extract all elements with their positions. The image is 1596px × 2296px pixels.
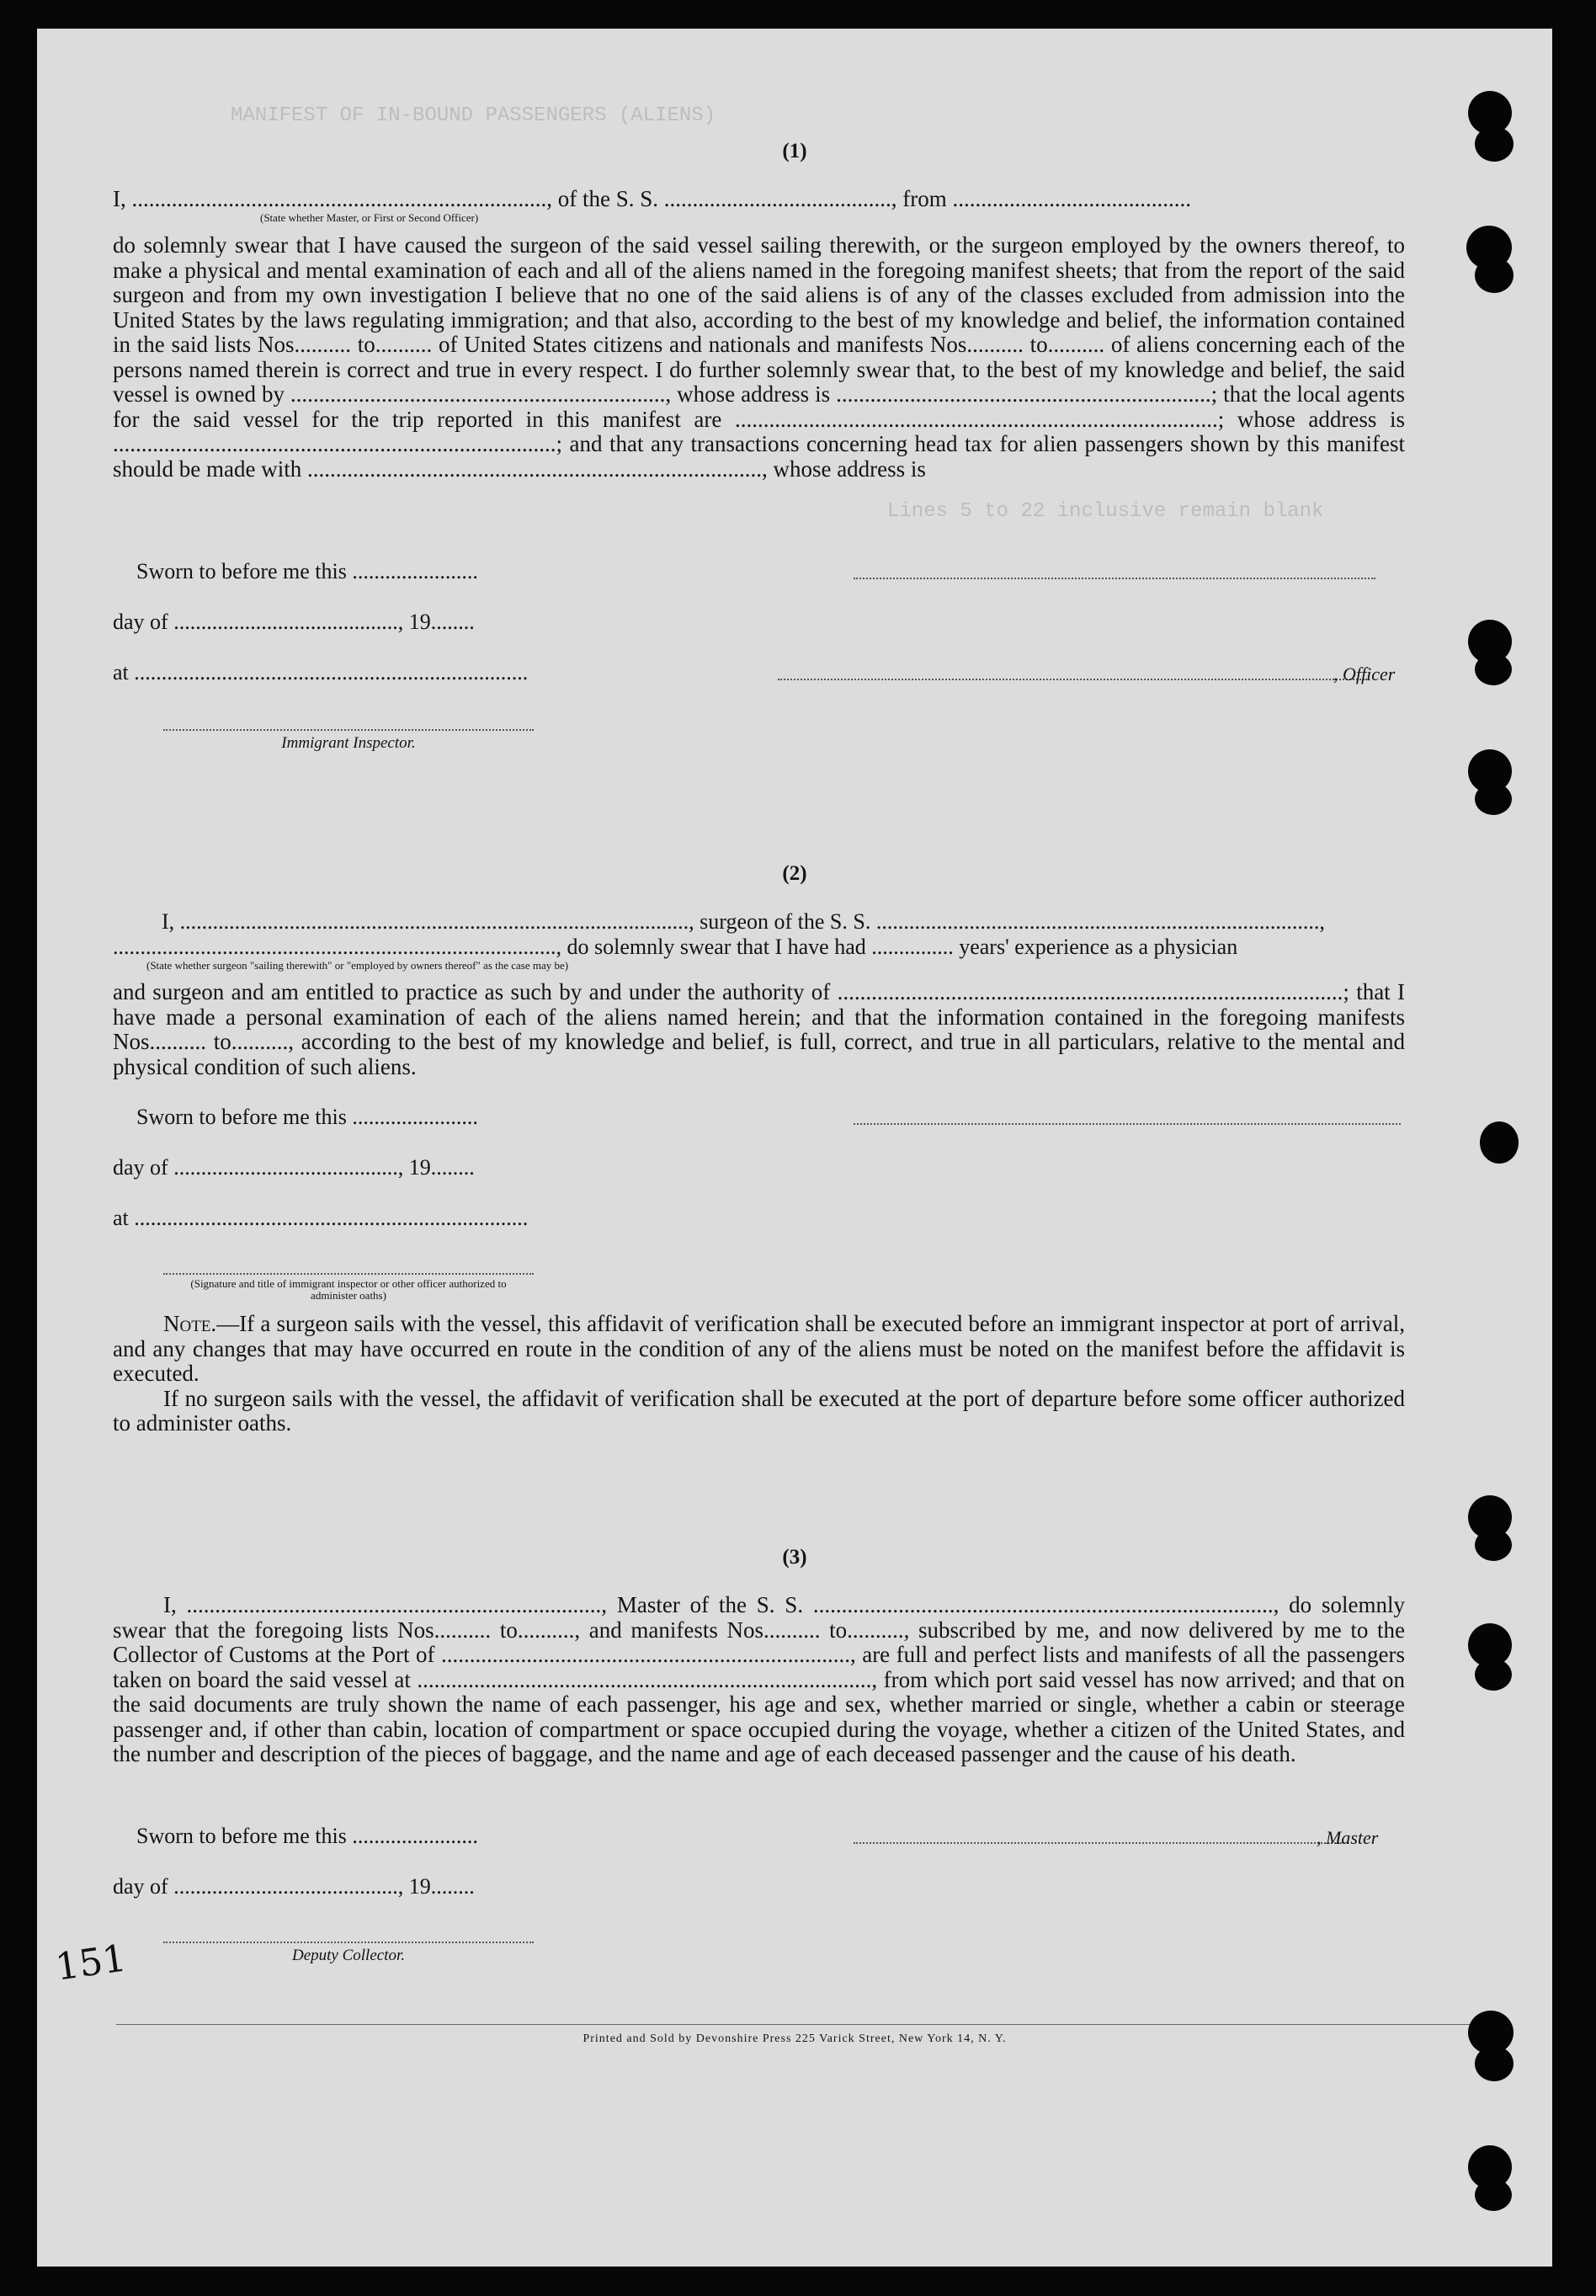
note-text-2: If no surgeon sails with the vessel, the affidavit of verification shall be executed at the port of departure before some officer authorized to administer oaths.	[113, 1385, 1405, 1436]
section-1-inspector-signature-line	[163, 729, 534, 731]
section-1-affidavit	[113, 187, 1405, 212]
section-3-number: (3)	[782, 1546, 807, 1569]
punch-hole	[1475, 1659, 1512, 1691]
section-3-day-line: day of ........................................., 19........	[113, 1874, 475, 1899]
punch-hole	[1475, 126, 1514, 162]
section-1-day-line: day of ........................................., 19........	[113, 610, 475, 634]
section-3-master-signature-line	[854, 1842, 1342, 1844]
section-2-day-line: day of ........................................., 19........	[113, 1155, 475, 1180]
section-2-line2: ................................................................................., do solemnly swear that I have had ............... years' experience as a physician	[113, 935, 1238, 959]
section-1-at-line: at ........................................................................	[113, 660, 529, 685]
section-2-surgeon-signature-line	[854, 1123, 1401, 1125]
section-1-inspector-label: Immigrant Inspector.	[281, 734, 416, 752]
note-label: Note.	[163, 1311, 217, 1336]
section-3-collector-signature-line	[163, 1942, 534, 1943]
section-2-at-line: at ........................................................................	[113, 1206, 529, 1230]
section-2-sworn-line: Sworn to before me this .......................	[136, 1105, 478, 1129]
section-1-body	[113, 233, 1405, 482]
printer-imprint: Printed and Sold by Devonshire Press 225 Varick Street, New York 14, N. Y.	[583, 2032, 1007, 2045]
section-1-officer-rank-line	[778, 679, 1367, 680]
section-1-sworn-line: Sworn to before me this .......................	[136, 559, 478, 583]
bleed-through-text: MANIFEST OF IN-BOUND PASSENGERS (ALIENS)	[231, 104, 716, 127]
section-1-body-text: do solemnly swear that I have caused the surgeon of the said vessel sailing therewith, or the surgeon employed by the owners thereof, to make a physical and mental examination of each and all of the aliens named in the foregoing manifest sheets; that from the report of the said surgeon and from my own investigation I believe that no one of the said aliens is of any of the classes excluded from admission into the United States by the laws regulating immigration; and that also, according to the best of my knowledge and belief, the information contained in the said lists Nos.......... to.......... of United States citizens and nationals and manifests Nos.......... to.......... of aliens concerning each of the persons named therein is correct and true in every respect. I do further solemnly swear that, to the best of my knowledge and belief, the said vessel is owned by .................................................................., whose address is ..................................................................; that the local agents for the said vessel for the trip reported in this manifest are .....................................................................................; whose address is ..............................................................................; and that any transactions concerning head tax for alien passengers shown by this manifest should be made with ................................................................................, whose address is	[113, 232, 1405, 482]
punch-hole	[1475, 653, 1512, 685]
punch-hole	[1475, 783, 1512, 815]
section-2-body	[113, 980, 1405, 1079]
section-1-number: (1)	[782, 140, 807, 162]
section-2-body-text: and surgeon and am entitled to practice as such by and under the authority of .........................................................................................; that I have made a personal examination of each of the aliens named herein; and that the information contained in the foregoing manifests Nos.......... to.........., according to the best of my knowledge and belief, is full, correct, and true in all particulars, relative to the mental and physical condition of such aliens.	[113, 979, 1405, 1079]
section-2-line1: I, ............................................................................................., surgeon of the S. S. .................................................................................,	[162, 909, 1325, 934]
section-2-signature-note: (Signature and title of immigrant inspector or other officer authorized to administer oaths)	[190, 1277, 507, 1302]
section-3-master-label: , Master	[1317, 1827, 1379, 1848]
manifest-back-page	[37, 29, 1552, 2267]
handwritten-page-number: 151	[52, 1936, 130, 1990]
section-1-officer-signature-line	[854, 578, 1375, 579]
punch-hole	[1475, 2179, 1512, 2211]
section-2-inspector-signature-line	[163, 1273, 534, 1275]
section-3-sworn-line: Sworn to before me this .......................	[136, 1824, 478, 1848]
section-3-collector-label: Deputy Collector.	[291, 1947, 406, 1964]
section-3-body-text: I, ........................................................................., Master of the S. S. ................................................................................., do solemnly swear that the foregoing lists Nos.......... to.........., and manifests Nos.......... to.........., subscribed by me, and now delivered by me to the Collector of Customs at the Port of ........................................................................, are full and perfect lists and manifests of all the passengers taken on board the said vessel at ................................................................................, from which port said vessel has now arrived; and that on the said documents are truly shown the name of each passenger, his age and sex, whether married or single, whether a cabin or steerage passenger and, if other than cabin, location of compartment or space occupied during the voyage, whether a citizen of the United States, and the number and description of the pieces of baggage, and the name and age of each deceased passenger and the cause of his death.	[113, 1592, 1405, 1766]
punch-hole	[1480, 1121, 1519, 1164]
section-1-line1: I, ........................................................................., of the S. S. ........................................, from ..........................................	[113, 186, 1191, 211]
punch-hole	[1475, 2046, 1514, 2081]
punch-hole	[1475, 1529, 1512, 1561]
section-1-officer-label: , Officer	[1333, 663, 1396, 685]
footer-rule	[116, 2024, 1480, 2025]
note-text: —If a surgeon sails with the vessel, this affidavit of verification shall be executed before an immigrant inspector at port of arrival, and any changes that may have occurred en route in the condition of any of the aliens must be noted on the manifest before the affidavit is executed.	[113, 1311, 1405, 1386]
punch-hole	[1475, 258, 1514, 293]
section-2-number: (2)	[782, 862, 807, 885]
section-2-surgeon-note: (State whether surgeon "sailing therewith" or "employed by owners thereof" as the case may be)	[146, 959, 569, 972]
bleed-through-text: Lines 5 to 22 inclusive remain blank	[887, 500, 1324, 523]
section-1-officer-note: (State whether Master, or First or Second Officer)	[260, 211, 479, 224]
section-2-note	[113, 1312, 1405, 1436]
section-3-affidavit	[113, 1593, 1405, 1767]
